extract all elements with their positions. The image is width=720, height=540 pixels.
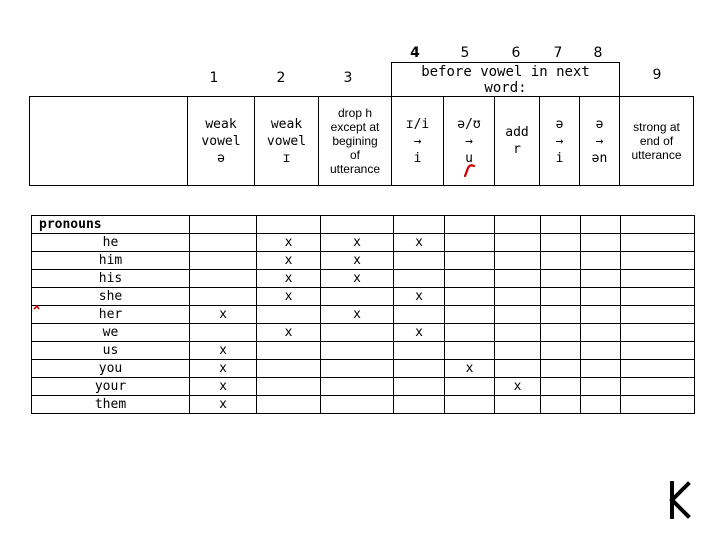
mark-cell <box>445 378 495 396</box>
mark-cell: x <box>190 306 257 324</box>
header-cell-drop-h: drop h except at begining of utterance <box>319 97 392 186</box>
mark-cell <box>581 252 621 270</box>
mark-cell <box>394 396 445 414</box>
header-cell-word <box>30 97 188 186</box>
mark-cell: x <box>321 252 394 270</box>
mark-cell <box>495 252 541 270</box>
group-header-line-1: before vowel in next <box>421 64 590 80</box>
mark-cell: x <box>495 378 541 396</box>
mark-cell: x <box>257 324 321 342</box>
mark-cell <box>621 270 695 288</box>
pronoun-cell: her <box>32 306 190 324</box>
mark-cell <box>581 306 621 324</box>
mark-cell: x <box>257 288 321 306</box>
section-label: pronouns <box>32 216 190 234</box>
mark-cell <box>190 270 257 288</box>
column-number-9: 9 <box>652 67 662 83</box>
header-cell-strong-at-end: strong at end of utterance <box>620 97 694 186</box>
mark-cell: x <box>190 360 257 378</box>
mark-cell: x <box>394 234 445 252</box>
mark-cell <box>621 234 695 252</box>
pronoun-cell: we <box>32 324 190 342</box>
pronoun-cell: them <box>32 396 190 414</box>
group-header-before-vowel <box>391 62 620 96</box>
table-row <box>32 270 695 288</box>
mark-cell <box>445 324 495 342</box>
mark-cell <box>621 360 695 378</box>
mark-cell <box>541 270 581 288</box>
section-row <box>32 216 695 234</box>
mark-cell <box>495 324 541 342</box>
mark-cell <box>394 378 445 396</box>
mark-cell <box>321 378 394 396</box>
mark-cell <box>495 270 541 288</box>
mark-cell <box>541 252 581 270</box>
table-row <box>32 288 695 306</box>
mark-cell <box>581 270 621 288</box>
red-tick-mark <box>33 305 41 311</box>
mark-cell <box>495 288 541 306</box>
mark-cell <box>190 252 257 270</box>
mark-cell <box>445 306 495 324</box>
mark-cell <box>445 252 495 270</box>
header-table <box>29 96 694 186</box>
mark-cell: x <box>257 234 321 252</box>
mark-cell <box>445 234 495 252</box>
table-row <box>32 360 695 378</box>
mark-cell <box>190 288 257 306</box>
mark-cell <box>581 360 621 378</box>
mark-cell <box>257 378 321 396</box>
back-arrow-icon[interactable] <box>668 480 694 520</box>
mark-cell <box>394 270 445 288</box>
mark-cell <box>445 288 495 306</box>
pen-annotation-mark <box>463 163 477 177</box>
table-row <box>32 378 695 396</box>
mark-cell: x <box>257 252 321 270</box>
mark-cell <box>541 234 581 252</box>
mark-cell <box>321 324 394 342</box>
mark-cell <box>621 252 695 270</box>
column-number-4: 4 <box>410 45 420 61</box>
table-row <box>32 324 695 342</box>
group-header-line-2: word: <box>484 80 527 96</box>
column-number-7: 7 <box>553 45 563 61</box>
mark-cell <box>257 342 321 360</box>
mark-cell <box>394 342 445 360</box>
mark-cell <box>541 396 581 414</box>
mark-cell <box>621 396 695 414</box>
mark-cell: x <box>190 396 257 414</box>
column-number-3: 3 <box>343 70 353 86</box>
pronoun-cell: us <box>32 342 190 360</box>
mark-cell: x <box>394 288 445 306</box>
mark-cell: x <box>321 306 394 324</box>
mark-cell <box>621 288 695 306</box>
mark-cell <box>581 378 621 396</box>
mark-cell <box>541 324 581 342</box>
mark-cell <box>321 342 394 360</box>
mark-cell <box>541 378 581 396</box>
mark-cell <box>445 270 495 288</box>
table-row <box>32 234 695 252</box>
mark-cell <box>495 342 541 360</box>
table-row <box>32 252 695 270</box>
mark-cell <box>495 396 541 414</box>
column-number-6: 6 <box>511 45 521 61</box>
mark-cell <box>394 252 445 270</box>
column-number-2: 2 <box>276 70 286 86</box>
column-number-5: 5 <box>460 45 470 61</box>
header-cell-schwa-to-u: ə/ʊ → u <box>444 97 495 186</box>
mark-cell <box>394 306 445 324</box>
header-cell-weak-vowel-i: weak vowel ɪ <box>255 97 319 186</box>
mark-cell <box>321 288 394 306</box>
mark-cell <box>541 306 581 324</box>
mark-cell: x <box>190 378 257 396</box>
mark-cell <box>394 360 445 378</box>
mark-cell <box>445 342 495 360</box>
mark-cell: x <box>190 342 257 360</box>
mark-cell <box>190 324 257 342</box>
mark-cell: x <box>257 270 321 288</box>
mark-cell <box>321 360 394 378</box>
table-row <box>32 396 695 414</box>
pronoun-cell: his <box>32 270 190 288</box>
mark-cell <box>581 342 621 360</box>
table-row <box>32 306 695 324</box>
mark-cell <box>581 288 621 306</box>
mark-cell <box>621 342 695 360</box>
header-cell-schwa-to-i: ə → i <box>540 97 580 186</box>
mark-cell <box>495 360 541 378</box>
mark-cell <box>581 324 621 342</box>
pronouns-table <box>31 215 695 414</box>
mark-cell <box>541 360 581 378</box>
mark-cell <box>541 342 581 360</box>
table-row <box>32 342 695 360</box>
mark-cell <box>445 396 495 414</box>
column-number-1: 1 <box>209 70 219 86</box>
mark-cell: x <box>321 234 394 252</box>
mark-cell <box>495 306 541 324</box>
header-cell-add-r: add r <box>495 97 540 186</box>
header-cell-weak-vowel-schwa: weak vowel ə <box>188 97 255 186</box>
mark-cell <box>581 396 621 414</box>
mark-cell <box>541 288 581 306</box>
pronoun-cell: him <box>32 252 190 270</box>
mark-cell <box>621 378 695 396</box>
column-number-8: 8 <box>593 45 603 61</box>
mark-cell <box>257 396 321 414</box>
pronoun-cell: you <box>32 360 190 378</box>
mark-cell <box>581 234 621 252</box>
mark-cell <box>257 306 321 324</box>
mark-cell: x <box>394 324 445 342</box>
header-cell-schwa-to-en: ə → ən <box>580 97 620 186</box>
mark-cell <box>621 306 695 324</box>
mark-cell <box>621 324 695 342</box>
mark-cell <box>190 234 257 252</box>
mark-cell <box>257 360 321 378</box>
pronoun-cell: he <box>32 234 190 252</box>
mark-cell <box>495 234 541 252</box>
pronoun-cell: your <box>32 378 190 396</box>
mark-cell: x <box>321 270 394 288</box>
mark-cell <box>321 396 394 414</box>
pronoun-cell: she <box>32 288 190 306</box>
mark-cell: x <box>445 360 495 378</box>
header-cell-i-to-i: ɪ/i → i <box>392 97 444 186</box>
